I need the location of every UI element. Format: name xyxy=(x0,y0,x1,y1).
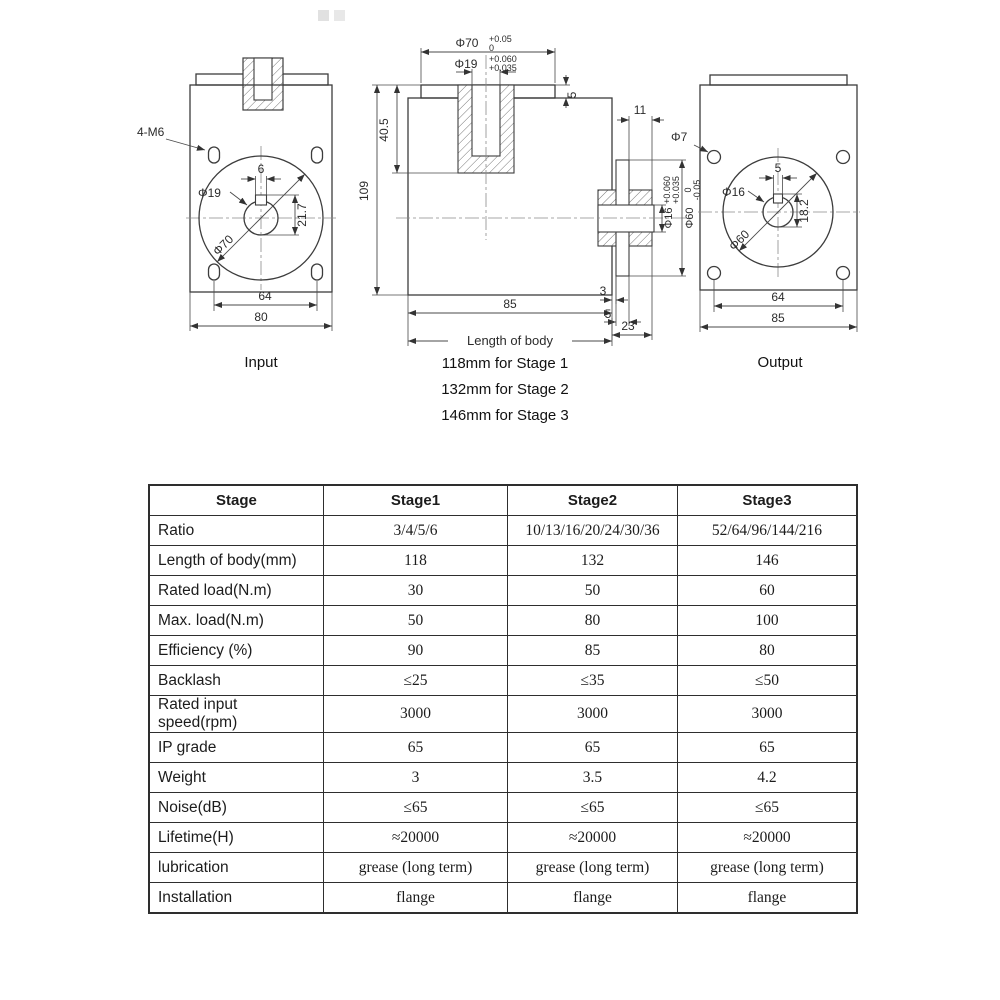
table-cell: 30 xyxy=(323,576,507,606)
row-label: Lifetime(H) xyxy=(149,823,323,853)
svg-text:0: 0 xyxy=(683,187,693,193)
table-cell: ≤65 xyxy=(508,793,678,823)
table-cell: flange xyxy=(677,883,857,914)
dim-thread-callout xyxy=(137,125,205,150)
table-cell: 3 xyxy=(323,763,507,793)
table-cell: 4.2 xyxy=(677,763,857,793)
output-top-plate xyxy=(710,75,847,85)
mounting-hole xyxy=(708,267,721,280)
svg-text:0: 0 xyxy=(489,43,495,53)
table-cell: 80 xyxy=(677,636,857,666)
svg-text:Φ70: Φ70 xyxy=(455,36,479,50)
input-shaft-bore xyxy=(254,58,272,100)
dim-pilot-dia-tol xyxy=(421,34,555,83)
svg-text:40.5: 40.5 xyxy=(377,118,391,142)
row-label: Weight xyxy=(149,763,323,793)
table-cell: ≈20000 xyxy=(323,823,507,853)
table-row xyxy=(149,606,857,636)
row-label: Backlash xyxy=(149,666,323,696)
svg-text:Φ16: Φ16 xyxy=(722,185,745,199)
gearbox-technical-drawing xyxy=(0,0,1000,460)
dim-out-shaft-dia-tol xyxy=(654,176,681,232)
row-label: Max. load(N.m) xyxy=(149,606,323,636)
row-label: lubrication xyxy=(149,853,323,883)
table-cell: 90 xyxy=(323,636,507,666)
length-of-body-label: Length of body xyxy=(466,333,554,348)
table-row xyxy=(149,636,857,666)
table-cell: 3000 xyxy=(323,696,507,733)
svg-text:3: 3 xyxy=(599,284,607,298)
svg-text:64: 64 xyxy=(258,289,272,303)
svg-text:85: 85 xyxy=(771,311,785,325)
mounting-hole xyxy=(837,267,850,280)
svg-text:109: 109 xyxy=(357,180,371,202)
dim-gap-3 xyxy=(600,276,628,304)
svg-text:21.7: 21.7 xyxy=(295,203,309,227)
row-label: Ratio xyxy=(149,516,323,546)
section-view xyxy=(357,34,702,424)
svg-text:+0.060: +0.060 xyxy=(662,176,672,204)
table-row xyxy=(149,666,857,696)
svg-text:Φ70: Φ70 xyxy=(210,232,237,259)
watermark-icon xyxy=(318,10,345,21)
svg-text:+0.05: +0.05 xyxy=(489,34,512,44)
table-row xyxy=(149,763,857,793)
svg-text:Φ19: Φ19 xyxy=(198,186,221,200)
table-row xyxy=(149,546,857,576)
svg-text:23: 23 xyxy=(621,319,635,333)
svg-text:Φ19: Φ19 xyxy=(454,57,478,71)
table-row xyxy=(149,576,857,606)
header-stage2: Stage2 xyxy=(508,485,678,516)
table-row xyxy=(149,853,857,883)
row-label: Efficiency (%) xyxy=(149,636,323,666)
header-stage1: Stage1 xyxy=(323,485,507,516)
table-cell: grease (long term) xyxy=(323,853,507,883)
table-cell: 3000 xyxy=(677,696,857,733)
dim-flange-thickness xyxy=(555,75,579,108)
dim-length-of-body xyxy=(408,318,612,348)
table-cell: grease (long term) xyxy=(677,853,857,883)
table-cell: grease (long term) xyxy=(508,853,678,883)
row-label: Length of body(mm) xyxy=(149,546,323,576)
table-cell: 85 xyxy=(508,636,678,666)
input-view-label: Input xyxy=(244,354,278,371)
input-keyway xyxy=(256,195,267,205)
dim-hole-dia xyxy=(671,130,708,152)
svg-text:6: 6 xyxy=(257,162,265,176)
table-cell: 3.5 xyxy=(508,763,678,793)
dim-hole-spacing xyxy=(214,281,317,311)
dim-shaft-dia xyxy=(198,186,247,205)
table-row xyxy=(149,516,857,546)
table-row xyxy=(149,883,857,914)
table-cell: 80 xyxy=(508,606,678,636)
header-stage3: Stage3 xyxy=(677,485,857,516)
svg-text:85: 85 xyxy=(503,297,517,311)
output-keyway xyxy=(774,194,783,203)
mounting-slot xyxy=(312,147,323,163)
table-cell: 65 xyxy=(677,733,857,763)
table-row xyxy=(149,733,857,763)
table-header-row xyxy=(149,485,857,516)
row-label: Rated input speed(rpm) xyxy=(149,696,323,733)
svg-text:Φ60: Φ60 xyxy=(726,227,753,254)
svg-text:+0.035: +0.035 xyxy=(489,63,517,73)
dim-shaft-dia xyxy=(722,185,764,202)
section-output-bore xyxy=(598,205,654,232)
table-cell: 10/13/16/20/24/30/36 xyxy=(508,516,678,546)
svg-text:5: 5 xyxy=(604,307,612,321)
length-note-stage1: 118mm for Stage 1 xyxy=(441,355,569,372)
svg-text:18.2: 18.2 xyxy=(797,199,811,223)
dim-key-depth xyxy=(261,195,309,235)
table-cell: 50 xyxy=(323,606,507,636)
table-cell: 146 xyxy=(677,546,857,576)
svg-text:Φ7: Φ7 xyxy=(671,130,688,144)
spec-table xyxy=(148,484,858,914)
svg-text:+0.035: +0.035 xyxy=(671,176,681,204)
row-label: Installation xyxy=(149,883,323,914)
svg-text:Φ16: Φ16 xyxy=(663,207,675,229)
table-cell: 60 xyxy=(677,576,857,606)
dim-body-width-85 xyxy=(408,295,612,318)
row-label: IP grade xyxy=(149,733,323,763)
table-cell: 65 xyxy=(508,733,678,763)
svg-text:Φ60: Φ60 xyxy=(684,207,696,229)
table-cell: 118 xyxy=(323,546,507,576)
table-cell: ≤65 xyxy=(677,793,857,823)
length-note-stage2: 132mm for Stage 2 xyxy=(441,381,569,398)
table-cell: ≈20000 xyxy=(677,823,857,853)
mounting-slot xyxy=(209,264,220,280)
svg-text:4-M6: 4-M6 xyxy=(137,125,165,139)
table-row xyxy=(149,696,857,733)
row-label: Rated load(N.m) xyxy=(149,576,323,606)
header-stage: Stage xyxy=(149,485,323,516)
table-cell: 3/4/5/6 xyxy=(323,516,507,546)
table-cell: 52/64/96/144/216 xyxy=(677,516,857,546)
table-cell: 3000 xyxy=(508,696,678,733)
table-cell: 65 xyxy=(323,733,507,763)
mounting-hole xyxy=(837,151,850,164)
length-note-stage3: 146mm for Stage 3 xyxy=(441,407,569,424)
mounting-hole xyxy=(708,151,721,164)
table-row xyxy=(149,823,857,853)
svg-text:5: 5 xyxy=(565,91,579,99)
svg-text:-0.05: -0.05 xyxy=(692,179,702,201)
table-cell: 100 xyxy=(677,606,857,636)
svg-text:80: 80 xyxy=(254,310,268,324)
table-cell: 132 xyxy=(508,546,678,576)
table-row xyxy=(149,793,857,823)
mounting-slot xyxy=(312,264,323,280)
table-cell: ≤35 xyxy=(508,666,678,696)
table-cell: ≤65 xyxy=(323,793,507,823)
mounting-slot xyxy=(209,147,220,163)
dim-height-109 xyxy=(357,85,408,295)
dim-hole-spacing xyxy=(714,280,843,312)
output-view-label: Output xyxy=(757,354,803,371)
svg-text:5: 5 xyxy=(774,161,782,175)
table-cell: 50 xyxy=(508,576,678,606)
svg-text:64: 64 xyxy=(771,290,785,304)
table-cell: flange xyxy=(323,883,507,914)
table-cell: ≤25 xyxy=(323,666,507,696)
table-cell: flange xyxy=(508,883,678,914)
row-label: Noise(dB) xyxy=(149,793,323,823)
table-cell: ≈20000 xyxy=(508,823,678,853)
svg-text:+0.060: +0.060 xyxy=(489,54,517,64)
output-view xyxy=(671,75,860,371)
table-cell: ≤50 xyxy=(677,666,857,696)
svg-text:11: 11 xyxy=(633,103,647,117)
input-view xyxy=(137,58,336,371)
